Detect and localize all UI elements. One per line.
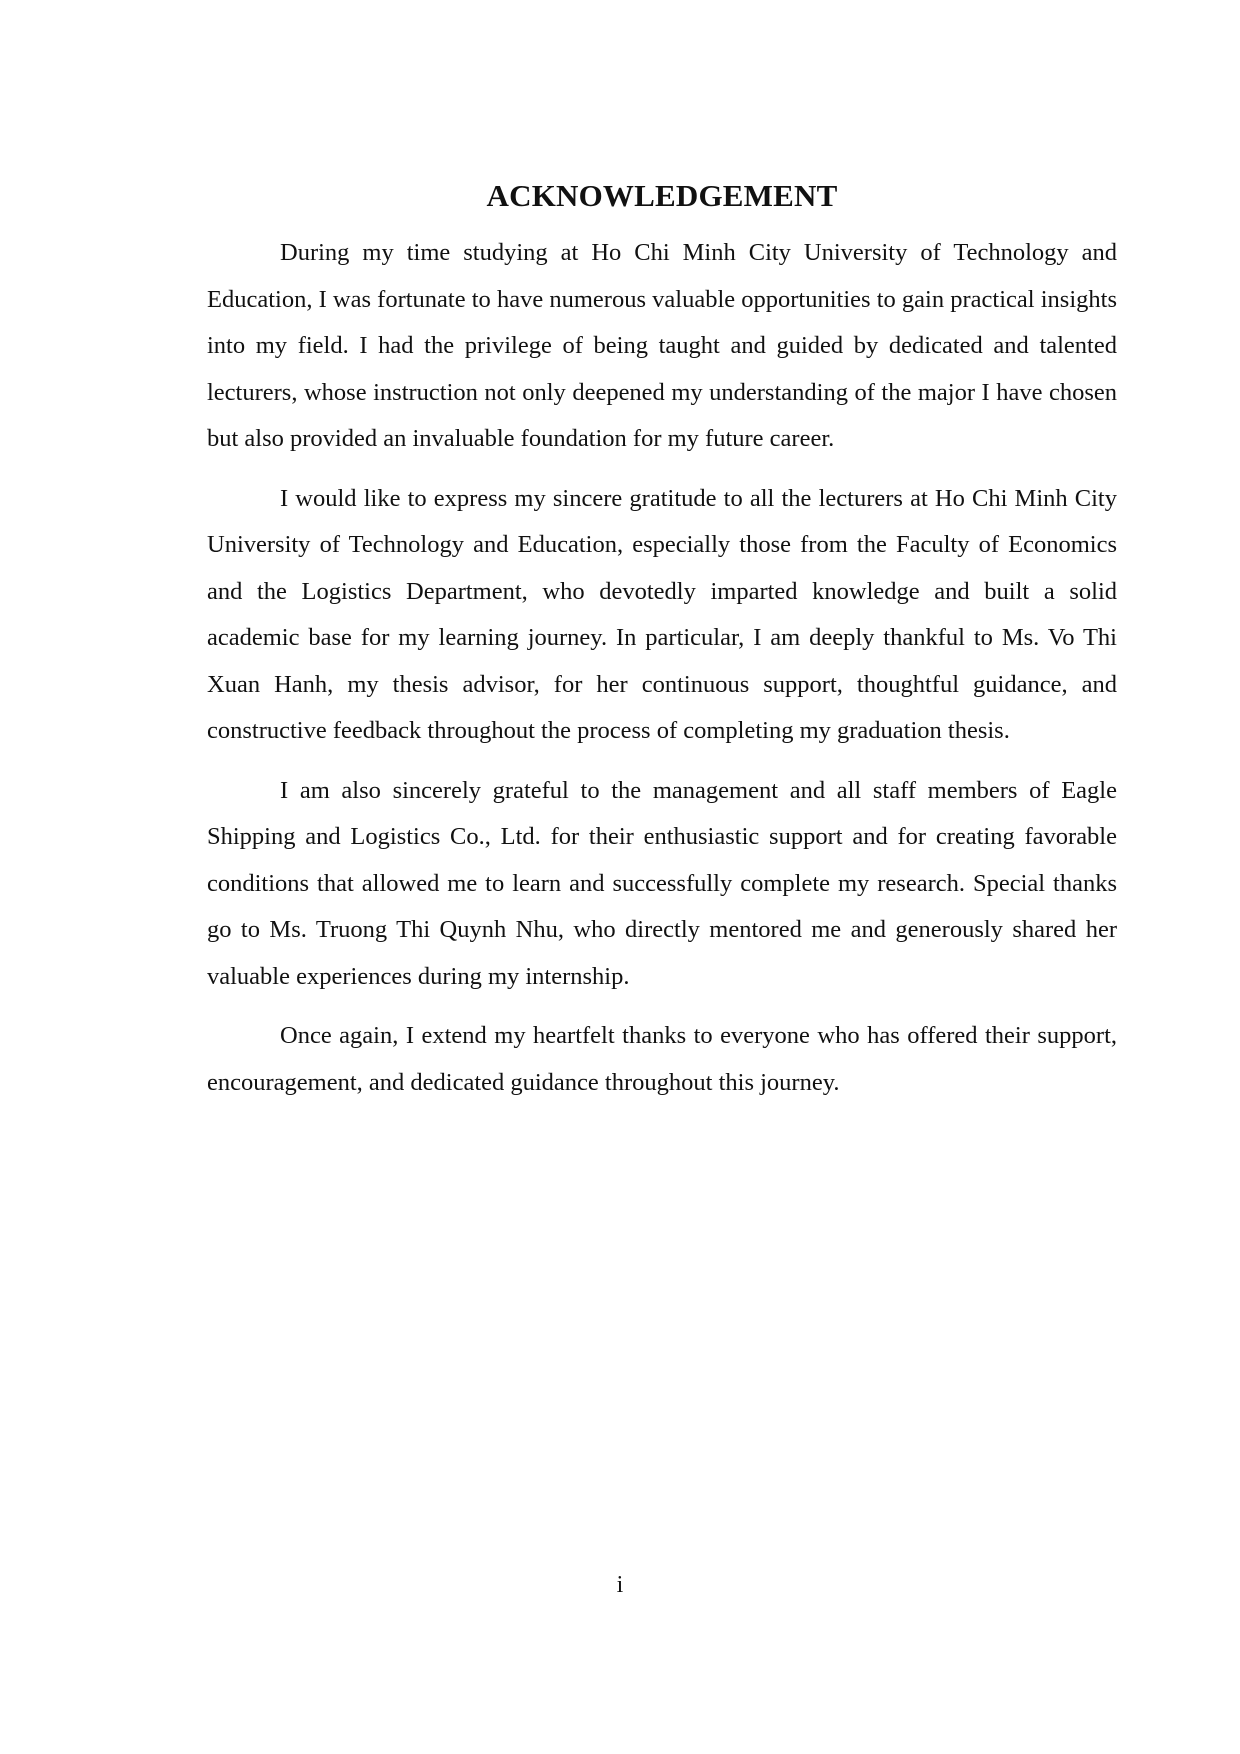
paragraph-3: I am also sincerely grateful to the management and all staff members of Eagle Shipping and Logistics Co., Ltd. for their enthusiastic support and for creating favorable conditions that allowed me to learn and successfully complete my research. Special thanks go to Ms. Truong Thi Quynh Nhu, who directly mentored me and generously shared her valuable experiences during my internship.	[207, 776, 1117, 990]
paragraph-2: I would like to express my sincere gratitude to all the lecturers at Ho Chi Minh City University of Technology and Education, especially those from the Faculty of Economics and the Logistics Department, who devotedly imparted knowledge and built a solid academic base for my learning journey. In particular, I am deeply thankful to Ms. Vo Thi Xuan Hanh, my thesis advisor, for her continuous support, thoughtful guidance, and constructive feedback throughout the process of completing my graduation thesis.	[207, 484, 1117, 744]
page-number: i	[616, 1572, 624, 1598]
paragraph-4: Once again, I extend my heartfelt thanks to everyone who has offered their support, encouragement, and dedicated guidance throughout this journey.	[207, 1022, 1117, 1096]
page-title: ACKNOWLEDGEMENT	[486, 178, 838, 213]
paragraph-1: During my time studying at Ho Chi Minh City University of Technology and Education, I was fortunate to have numerous valuable opportunities to gain practical insights into my field. I had the privilege of being taught and guided by dedicated and talented lecturers, whose instruction not only deepened my understanding of the major I have chosen but also provided an invaluable foundation for my future career.	[207, 239, 1117, 452]
document-body	[207, 176, 1117, 1119]
